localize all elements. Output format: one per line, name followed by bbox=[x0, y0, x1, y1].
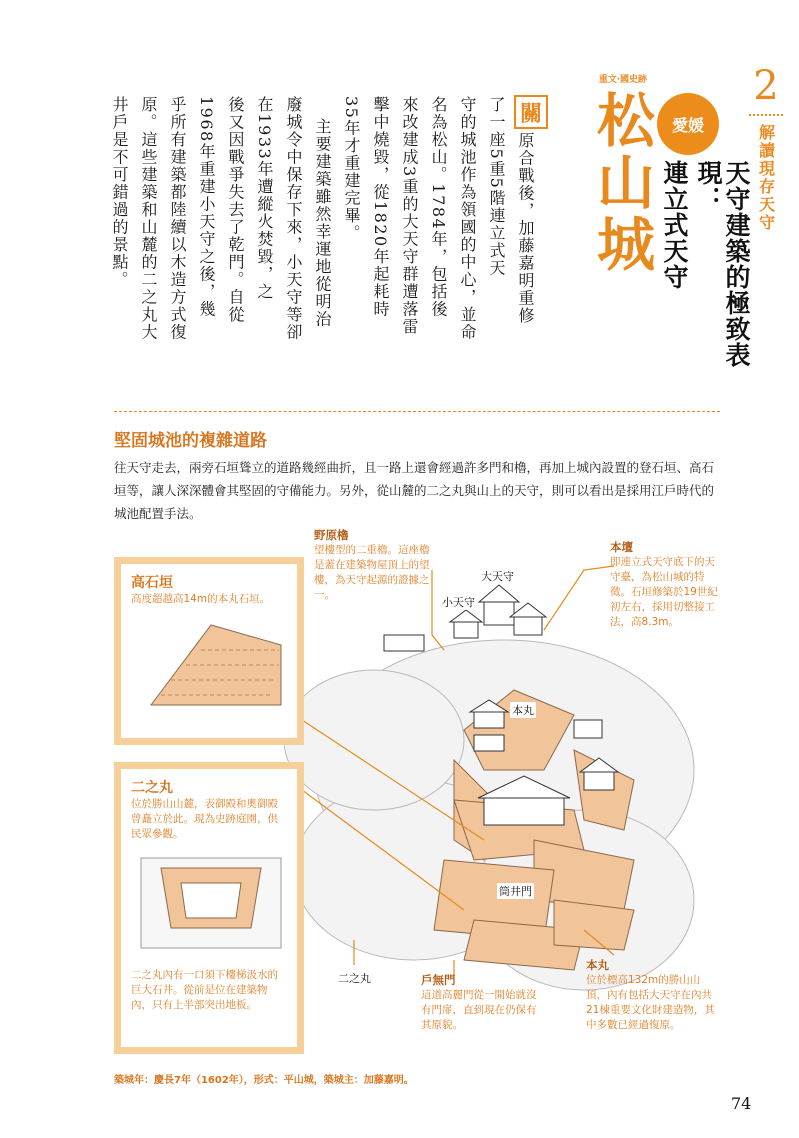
note-desc: 位於標高132m的勝山山頂，內有包括大天守在內共21棟重要文化財建造物，其中多數已經過復原。 bbox=[586, 974, 715, 1031]
body-column: 來改建成3重的大天守群遭落雷 bbox=[400, 96, 419, 336]
body-column: 了一座5重5階連立式天 bbox=[487, 96, 506, 277]
body-text bbox=[108, 96, 536, 396]
body-column: 乎所有建築都陸續以木造方式復 bbox=[168, 96, 187, 341]
label-tsutsuimon: 筒井門 bbox=[499, 885, 532, 898]
callout-well-desc: 二之丸內有一口須下樓梯汲水的巨大石井。從前是位在建築物內，只有上半部突出地板。 bbox=[131, 969, 278, 1011]
page-number: 74 bbox=[731, 1094, 752, 1113]
chapter-rule bbox=[749, 114, 783, 116]
section-heading: 堅固城池的複雜道路 bbox=[114, 431, 267, 451]
well-sketch bbox=[131, 848, 291, 958]
callout-title: 二之丸 bbox=[131, 780, 173, 796]
note-desc: 即連立式天守底下的天守臺，為松山城的特徵。石垣修築於19世紀初左右，採用切整接工法，高8.3m。 bbox=[610, 556, 718, 628]
stone-wall-sketch bbox=[131, 615, 291, 715]
callout-ninomaru bbox=[114, 762, 304, 1054]
chapter-tab bbox=[746, 64, 786, 232]
body-column: 廢城令中保存下來，小天守等卻 bbox=[284, 96, 303, 341]
body-column: 井戶是不可錯過的景點。 bbox=[110, 96, 129, 289]
designation-label: 重文‧國史跡 bbox=[598, 75, 648, 85]
body-column: 名為松山。1784年，包括後 bbox=[429, 96, 448, 318]
callout-takaishigaki bbox=[114, 557, 304, 745]
body-column: 後又因戰爭失去了乾門。自從 bbox=[226, 96, 245, 324]
body-column: 守的城池作為領國的中心，並命 bbox=[458, 96, 477, 341]
body-column: 在1933年遭縱火焚毀，之 bbox=[255, 96, 274, 301]
note-title: 野原櫓 bbox=[314, 528, 349, 542]
subtitle bbox=[660, 160, 750, 405]
body-column: 擊中燒毀，從1820年起耗時 bbox=[371, 96, 390, 318]
castle-name: 松山城 bbox=[587, 90, 655, 276]
footnote: 築城年：慶長7年（1602年），形式：平山城，築城主：加藤嘉明。 bbox=[114, 1075, 414, 1086]
drop-cap-box: 關 bbox=[514, 95, 548, 129]
body-column: 原。這些建築和山麓的二之丸大 bbox=[139, 96, 158, 341]
body-column: 原合戰後，加藤嘉明重修 bbox=[516, 132, 535, 325]
chapter-label: 解讀現存天守 bbox=[756, 124, 776, 232]
label-ninomaru: 二之丸 bbox=[338, 972, 371, 985]
note-title: 本壇 bbox=[610, 540, 633, 554]
note-title: 本丸 bbox=[586, 958, 609, 972]
note-nobarayagura bbox=[314, 528, 439, 603]
note-tonashimon bbox=[421, 973, 546, 1033]
note-hondan bbox=[610, 540, 720, 630]
label-honmaru: 本丸 bbox=[512, 704, 534, 717]
castle-illustration bbox=[114, 528, 720, 1070]
body-column: 35年才重建完畢。 bbox=[342, 96, 361, 242]
chapter-number: 2 bbox=[753, 63, 779, 109]
subtitle-line-2: 連立式天守 bbox=[660, 160, 689, 290]
note-honmaru bbox=[586, 958, 716, 1033]
section-body: 往天守走去，兩旁石垣聳立的道路幾經曲折，且一路上還會經過許多門和櫓，再加上城內設置的登石垣、高石垣等，讓人深深體會其堅固的守備能力。另外，從山麓的二之丸與山上的天守，則可以看出是採用江戶時代的城池配置手法。 bbox=[114, 460, 715, 521]
note-desc: 望樓型的二重櫓。這座櫓是蓋在建築物屋頂上的望樓，為天守起源的證據之一。 bbox=[314, 544, 430, 601]
label-kotenshu: 小天守 bbox=[442, 596, 475, 609]
callout-desc: 位於勝山山麓，表御殿和奧御殿曾矗立於此。現為史跡庭園，供民眾參觀。 bbox=[131, 798, 278, 840]
note-desc: 這道高麗門從一開始就沒有門扉，直到現在仍保有其原貌。 bbox=[421, 989, 537, 1031]
label-daitenshu: 大天守 bbox=[481, 570, 514, 583]
region-badge: 愛媛 bbox=[657, 93, 719, 155]
section-divider bbox=[114, 411, 720, 412]
subtitle-line-1: 天守建築的極致表現： bbox=[694, 160, 751, 368]
body-column: 1968年重建小天守之後，幾 bbox=[197, 96, 216, 318]
note-title: 戶無門 bbox=[421, 973, 456, 987]
body-column: 主要建築雖然幸運地從明治 bbox=[313, 118, 332, 328]
callout-desc: 高度超越高14m的本丸石垣。 bbox=[131, 593, 271, 605]
callout-title: 高石垣 bbox=[131, 575, 173, 591]
